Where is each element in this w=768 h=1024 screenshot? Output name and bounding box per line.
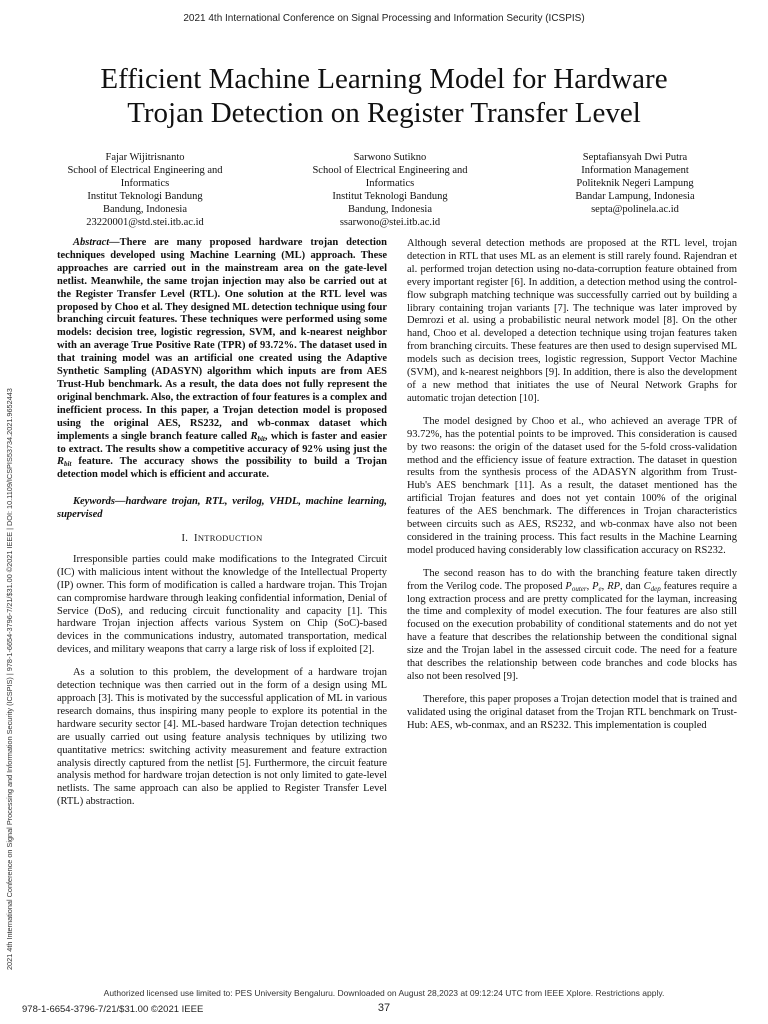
author-institution: Institut Teknologi Bandung bbox=[87, 191, 203, 202]
p-outer-base: P bbox=[565, 580, 572, 592]
p-outer-sub: outer bbox=[571, 584, 587, 593]
conference-header: 2021 4th International Conference on Signal Processing and Information Security (ICSPIS) bbox=[183, 13, 585, 24]
p-e-sub: e bbox=[598, 584, 602, 593]
author-institution: Institut Teknologi Bandung bbox=[332, 191, 448, 202]
author-block bbox=[40, 151, 740, 229]
author-city: Bandar Lampung, Indonesia bbox=[575, 191, 695, 202]
keywords: Keywords—hardware trojan, RTL, verilog, VHDL, machine learning, supervised bbox=[57, 496, 387, 521]
page-number: 37 bbox=[377, 1002, 391, 1014]
author-institution: Politeknik Negeri Lampung bbox=[576, 178, 694, 189]
right-paragraph-4: Therefore, this paper proposes a Trojan detection model that is trained and validated using the original dataset from the Trojan RTL benchmark on Trust-Hub: AES, wb-conmax, and an RS232. This implementation is coupled bbox=[407, 693, 737, 731]
author-2 bbox=[285, 151, 495, 229]
license-footer: Authorized licensed use limited to: PES University Bengaluru. Downloaded on August 28,2023 at 09:12:24 UTC from IEEE Xplore. Restrictions apply. bbox=[103, 988, 665, 998]
title-line-2: Trojan Detection on Register Transfer Level bbox=[127, 97, 641, 129]
author-1 bbox=[40, 151, 250, 229]
doi-sidebar-text: 2021 4th International Conference on Signal Processing and Information Security (ICSPIS) | 978-1-6654-3796-7/21/$31.00 ©2021 IEEE | DOI: 10.1109/ICSPIS53734.2021.9652443 bbox=[5, 388, 14, 970]
doi-sidebar bbox=[3, 250, 17, 970]
author-dept: Informatics bbox=[365, 178, 415, 189]
right-column bbox=[407, 238, 737, 743]
author-dept: School of Electrical Engineering and bbox=[67, 165, 223, 176]
section-title-first: I bbox=[194, 533, 198, 545]
para3-sep-1: , bbox=[586, 580, 593, 592]
author-name: Fajar Wijitrisnanto bbox=[105, 152, 185, 163]
para3-sep-2: , bbox=[601, 580, 608, 592]
rbit-symbol bbox=[250, 431, 264, 442]
author-city: Bandung, Indonesia bbox=[103, 204, 187, 215]
author-3 bbox=[530, 151, 740, 229]
p-e-symbol bbox=[592, 581, 602, 592]
section-heading-introduction bbox=[57, 532, 387, 546]
paper-title bbox=[40, 62, 728, 130]
right-paragraph-1: Although several detection methods are proposed at the RTL level, trojan detection in RTL that uses ML as an element is still rarely found. Rajendran et al. performed trojan detection using no-data-corruption feature obtained from every important register [6]. In addition, a detection method using the control-flow subgraph matching technique was successfully carried out by building a library containing trojan variants [7]. The technique was later improved by Demrozi et al. using a probabilistic neural network model [8]. On the other hand, Choo et al. developed a detection technique using trojan features taken from branching circuits. These features are then used to design supervised ML models such as decision trees, logistic regression, Support Vector Machine (SVM), and k-nearest neighbors [9]. In addition, there is also the development of a new method that initiates the use of Neural Network Graphs for automatic trojan detection [10]. bbox=[407, 238, 737, 404]
section-title-rest: NTRODUCTION bbox=[197, 533, 263, 544]
left-column bbox=[57, 237, 387, 819]
rbit-sub: bit bbox=[257, 434, 265, 443]
right-paragraph-2: The model designed by Choo et al., who achieved an average TPR of 93.72%, has the potential points to be improved. This consideration is caused by two reasons: the origin of the dataset used for the 5-fold cross-validation method and the efficiency issue of feature extraction. The dataset in question results from the synthesis process of the ADASYN algorithm from Trust-Hub's AES benchmark [11]. As a result, the dataset mentioned has the artificial Trojan features and does not yet contain 100% of the original features of the AES benchmark. The differences in Trojan characteristics between circuits such as AES, RS232, and wb-conmax have also not been considered in the training process. This fact results in the Machine Learning model produced having considerably low classification accuracy on RS232. bbox=[407, 415, 737, 556]
section-numeral: I. bbox=[181, 533, 189, 545]
rbit-symbol bbox=[57, 456, 71, 467]
abstract-text-1: There are many proposed hardware trojan detection techniques developed using Machine Learning (ML) approach. These approaches are carried out in the mainstream area on the gate-level netlist. Meanwhile, the same trojan injection may also be carried out at the Register Transfer Level (RTL). One solution at the RTL level was proposed by Choo et al. They designed ML detection technique using four branching circuit features. These techniques were performed using some models: decision tree, logistic regression, SVM, and k-nearest neighbor with an average True Positive Rate (TPR) of 93.72%. The dataset used in that training model was an artificial one created using the Adaptive Synthetic Sampling (ADASYN) algorithm which inputs are from AES Trust-Hub benchmark. As a result, the data does not fully represent the original benchmark. Also, the extraction of four features is a complex and inefficient process. In this paper, a Trojan detection model is proposed using the original AES, RS232, and wb-conmax dataset which implements a single branch feature called bbox=[57, 237, 387, 442]
para3-text-2: features require a long extraction process and are pretty complicated for the layman, increasing the time and complexity of model execution. The four features are also still focused on the execution probability of conditional statements and do not yet have a feature that describes the relationship between the conditional signal size and the Trojan label in the assessed circuit code. The need for a feature that describes the relationship between code branches and code blocks has also not been resolved [9]. bbox=[407, 580, 738, 682]
rp-symbol: RP bbox=[607, 580, 621, 592]
rbit-sub: bit bbox=[64, 460, 72, 469]
abstract bbox=[57, 237, 387, 482]
c-dep-symbol bbox=[644, 581, 661, 592]
abstract-text-3: feature. The accuracy shows the possibility to build a Trojan detection model which is efficient and accurate. bbox=[57, 456, 387, 481]
p-e-base: P bbox=[592, 580, 599, 592]
para3-text-1: The second reason has to do with the branching feature taken directly from the Verilog code. The proposed bbox=[407, 567, 737, 592]
para3-sep-3: , dan bbox=[620, 580, 644, 592]
rbit-base: R bbox=[57, 456, 65, 468]
rbit-base: R bbox=[250, 430, 258, 442]
abstract-lead: Abstract bbox=[73, 237, 110, 248]
isbn-footer: 978-1-6654-3796-7/21/$31.00 ©2021 IEEE bbox=[22, 1004, 204, 1015]
author-name: Sarwono Sutikno bbox=[353, 152, 427, 163]
abstract-dash: — bbox=[109, 237, 120, 248]
author-dept: Informatics bbox=[120, 178, 170, 189]
author-name: Septafiansyah Dwi Putra bbox=[582, 152, 688, 163]
abstract-text-2: , which is faster and easier to extract. The results show a competitive accuracy of 92% using just the bbox=[57, 430, 387, 455]
c-dep-sub: dep bbox=[650, 584, 661, 593]
p-outer-symbol bbox=[565, 581, 586, 592]
author-dept: Information Management bbox=[581, 165, 689, 176]
author-email: septa@polinela.ac.id bbox=[591, 204, 679, 215]
intro-paragraph-1: Irresponsible parties could make modifications to the Integrated Circuit (IC) with malicious intent without the knowledge of the Intellectual Property (IP) owner. This form of modification is called a hardware trojan. This Trojan can compromise hardware through leaking confidential information, Denial of Service (DoS), and reducing circuit functionality and capacity [1]. This hardware Trojan injection affects various System on Chip (SoC)-based devices in the communications industry, automated transportation, medical devices, and military weapons that carry a large risk of loss if exploited [2]. bbox=[57, 553, 387, 656]
author-email: ssarwono@stei.itb.ac.id bbox=[339, 217, 441, 228]
title-line-1: Efficient Machine Learning Model for Hardware bbox=[100, 63, 668, 95]
author-email: 23220001@std.stei.itb.ac.id bbox=[86, 217, 204, 228]
intro-paragraph-2: As a solution to this problem, the development of a hardware trojan detection technique was then carried out in the form of a design using ML approach [3]. This is motivated by the successful application of ML in various research domains, thus inspiring many people to explore its potential in the hardware security sector [4]. ML-based hardware Trojan detection techniques are usually carried out using feature analysis techniques by utilizing two quantitative metrics: switching activity measurement and feature extraction analysis directly captured from the netlist [5]. Furthermore, the circuit feature analysis method for hardware trojan detection is not only limited to gate-level netlists. The same approach can also be applied to Register Transfer Level (RTL) abstraction. bbox=[57, 667, 387, 808]
author-city: Bandung, Indonesia bbox=[348, 204, 432, 215]
right-paragraph-3 bbox=[407, 568, 737, 684]
c-dep-base: C bbox=[643, 580, 651, 592]
author-dept: School of Electrical Engineering and bbox=[312, 165, 468, 176]
